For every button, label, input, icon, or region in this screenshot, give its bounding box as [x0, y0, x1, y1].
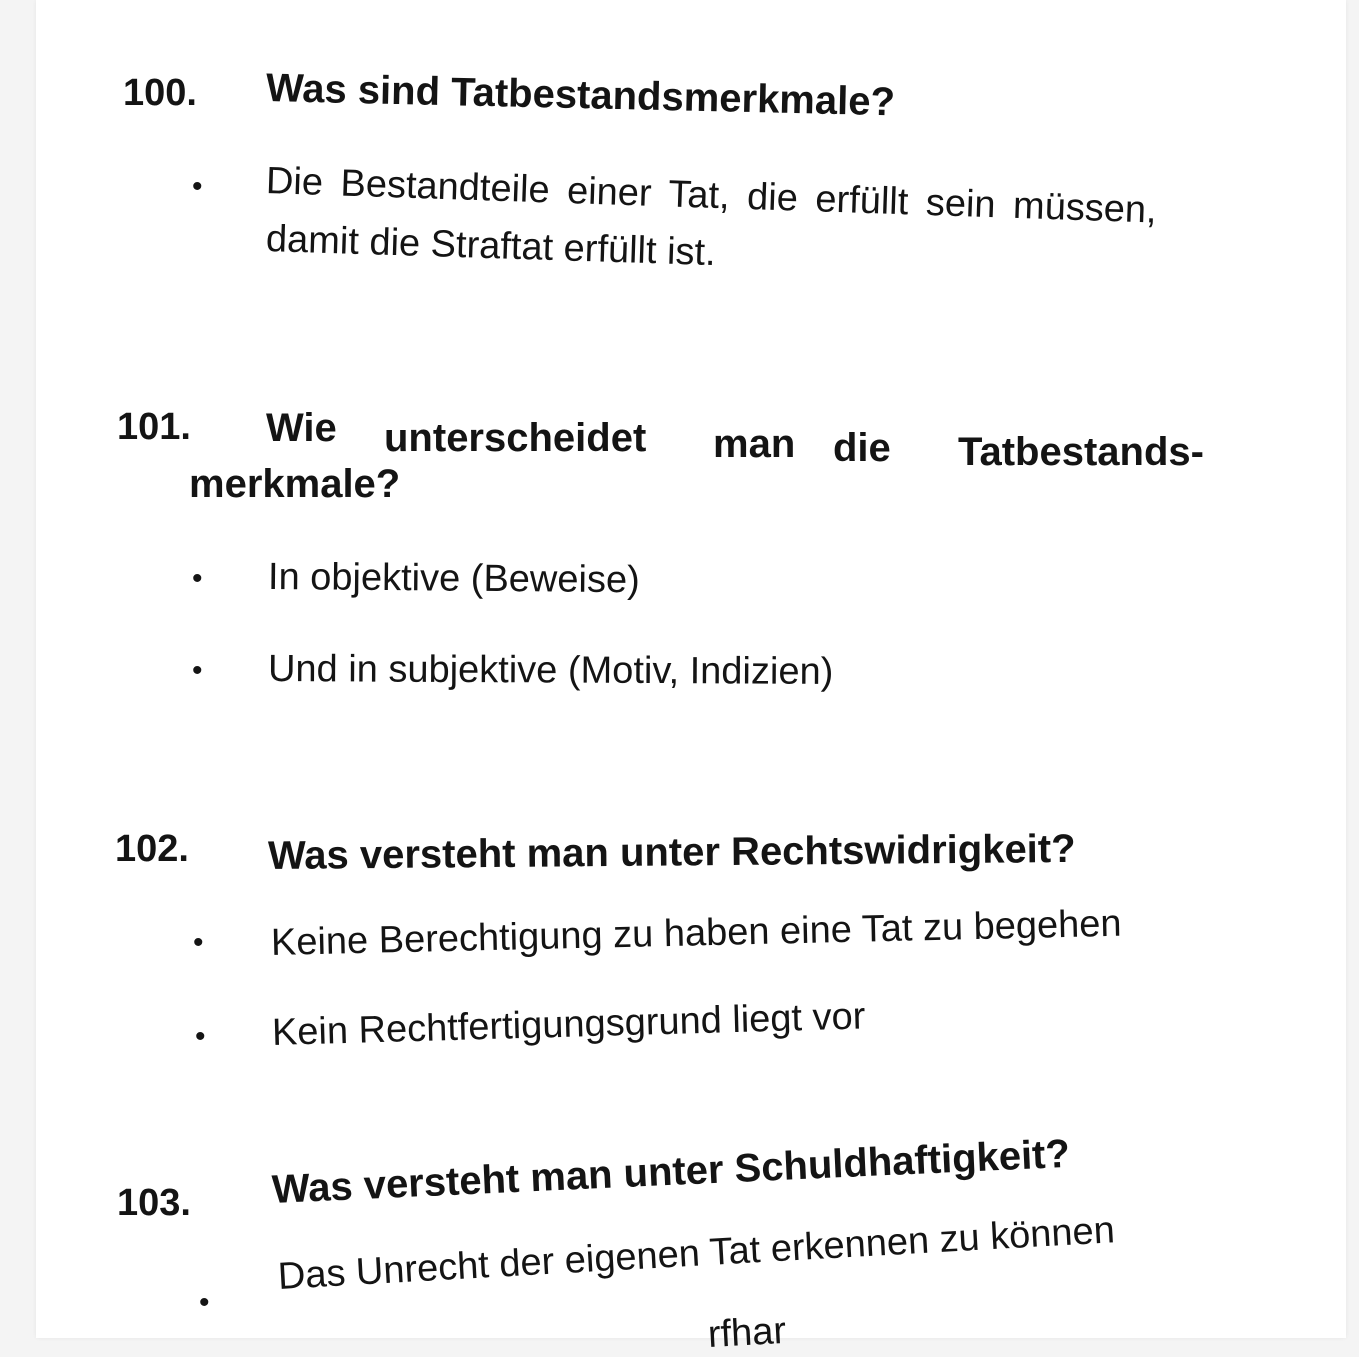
bullet-102-2: •	[195, 1020, 206, 1053]
question-number-100: 100.	[123, 72, 197, 114]
answer-102-1: Keine Berechtigung zu haben eine Tat zu begehen	[270, 902, 1123, 964]
question-title-101-word-1: Wie	[266, 406, 337, 450]
question-number-101: 101.	[117, 406, 191, 448]
answer-101-2: Und in subjektive (Motiv, Indizien)	[267, 648, 834, 693]
answer-102-2: Kein Rechtfertigungsgrund liegt vor	[271, 995, 866, 1054]
answer-100-line-2: damit die Straftat erfüllt ist.	[265, 218, 717, 275]
question-title-101-word-3: man	[713, 422, 796, 466]
question-title-103: Was versteht man unter Schuldhaftigkeit?	[270, 1131, 1071, 1212]
question-title-101-word-4: die	[833, 426, 891, 470]
answer-103-2-partial: rfhar	[706, 1309, 788, 1356]
answer-101-1: In objektive (Beweise)	[267, 556, 640, 602]
answer-103-1: Das Unrecht der eigenen Tat erkennen zu können	[276, 1209, 1116, 1298]
question-title-100: Was sind Tatbestandsmerkmale?	[265, 66, 896, 125]
bullet-101-1: •	[192, 562, 203, 595]
answer-100-line-1: Die Bestandteile einer Tat, die erfüllt sein müssen,	[265, 160, 1158, 232]
bullet-101-2: •	[192, 654, 203, 687]
bullet-102-1: •	[193, 926, 204, 959]
question-title-101-line-2: merkmale?	[189, 462, 401, 506]
question-number-102: 102.	[115, 828, 189, 870]
bullet-103-1: •	[199, 1286, 210, 1319]
question-title-101-word-2: unterscheidet	[384, 416, 647, 460]
question-title-101-word-5: Tatbestands-	[958, 430, 1204, 474]
question-title-102: Was versteht man unter Rechtswidrigkeit?	[267, 826, 1076, 878]
question-number-103: 103.	[117, 1182, 191, 1224]
bullet-100-1: •	[192, 170, 203, 203]
